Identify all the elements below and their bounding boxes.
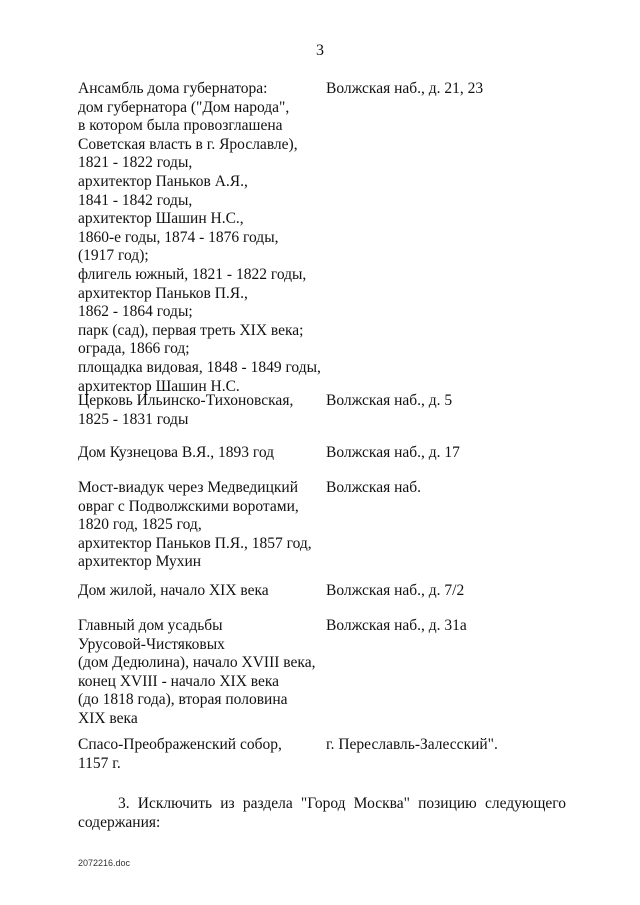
entry-name-line: дом губернатора ("Дом народа", <box>78 98 290 116</box>
entry-name-line: архитектор Паньков П.Я., <box>78 284 248 302</box>
entry-name-line: 1820 год, 1825 год, <box>78 516 202 534</box>
file-name-footer: 2072216.doc <box>78 858 131 868</box>
entry-address: г. Переславль-Залесский". <box>326 736 498 753</box>
entry-name-line: архитектор Шашин Н.С. <box>78 377 240 395</box>
entry-name <box>78 80 323 396</box>
entry-name-line: Церковь Ильинско-Тихоновская, <box>78 392 294 409</box>
entry-name-line: Мост-виадук через Медведицкий <box>78 479 299 496</box>
entry-name-line: 1841 - 1842 годы, <box>78 191 193 209</box>
entry-name-line: Главный дом усадьбы <box>78 617 223 634</box>
entry-name <box>78 479 323 572</box>
closing-line-2: содержания: <box>78 814 161 831</box>
entry-name-line: архитектор Паньков П.Я., 1857 год, <box>78 534 312 552</box>
closing-paragraph <box>78 794 566 832</box>
entry-name-line: архитектор Шашин Н.С., <box>78 210 244 228</box>
entry-name-line: площадка видовая, 1848 - 1849 годы, <box>78 358 321 376</box>
entry-name-line: 1825 - 1831 годы <box>78 410 189 428</box>
entry-name-line: 1860-е годы, 1874 - 1876 годы, <box>78 228 279 246</box>
entry-name-line: 1821 - 1822 годы, <box>78 154 193 172</box>
entry-address: Волжская наб. <box>326 479 422 496</box>
entry-name <box>78 392 323 429</box>
entry-name-line: XIX века <box>78 709 138 727</box>
entry-name-line: парк (сад), первая треть XIX века; <box>78 321 304 339</box>
entry-name-line: овраг с Подволжскими воротами, <box>78 497 299 515</box>
entry-name-line: архитектор Паньков А.Я., <box>78 172 248 190</box>
entry-name <box>78 582 323 601</box>
entry-name <box>78 444 323 463</box>
entry-address: Волжская наб., д. 17 <box>326 444 460 461</box>
entry-name-line: флигель южный, 1821 - 1822 годы, <box>78 265 307 283</box>
entry-address: Волжская наб., д. 5 <box>326 392 453 409</box>
entry-name-line: (дом Дедюлина), начало XVIII века, <box>78 654 316 672</box>
entry-name-line: 1862 - 1864 годы; <box>78 303 193 321</box>
entry-address: Волжская наб., д. 7/2 <box>326 582 465 599</box>
entry-name-line: (до 1818 года), вторая половина <box>78 691 288 709</box>
entry-name-line: архитектор Мухин <box>78 553 202 571</box>
entry-name-line: Урусовой-Чистяковых <box>78 635 225 653</box>
entry-name-line: Дом Кузнецова В.Я., 1893 год <box>78 444 275 461</box>
entry-name-line: конец XVIII - начало XIX века <box>78 672 280 690</box>
entry-name-line: 1157 г. <box>78 754 121 772</box>
entry-address: Волжская наб., д. 21, 23 <box>326 80 484 97</box>
entry-name-line: в котором была провозглашена <box>78 117 283 135</box>
page-number: 3 <box>316 42 324 59</box>
entry-address: Волжская наб., д. 31а <box>326 617 467 634</box>
entry-name-line: ограда, 1866 год; <box>78 340 190 358</box>
entry-name-line: Советская власть в г. Ярославле), <box>78 135 298 153</box>
entry-name-line: Ансамбль дома губернатора: <box>78 80 268 97</box>
entry-name-line: Дом жилой, начало XIX века <box>78 582 269 599</box>
entry-name <box>78 736 323 773</box>
entry-name-line: (1917 год); <box>78 247 149 265</box>
closing-line-1: 3. Исключить из раздела "Город Москва" позицию следующего <box>118 795 566 812</box>
entry-name <box>78 617 323 729</box>
entry-name-line: Спасо-Преображенский собор, <box>78 736 282 753</box>
